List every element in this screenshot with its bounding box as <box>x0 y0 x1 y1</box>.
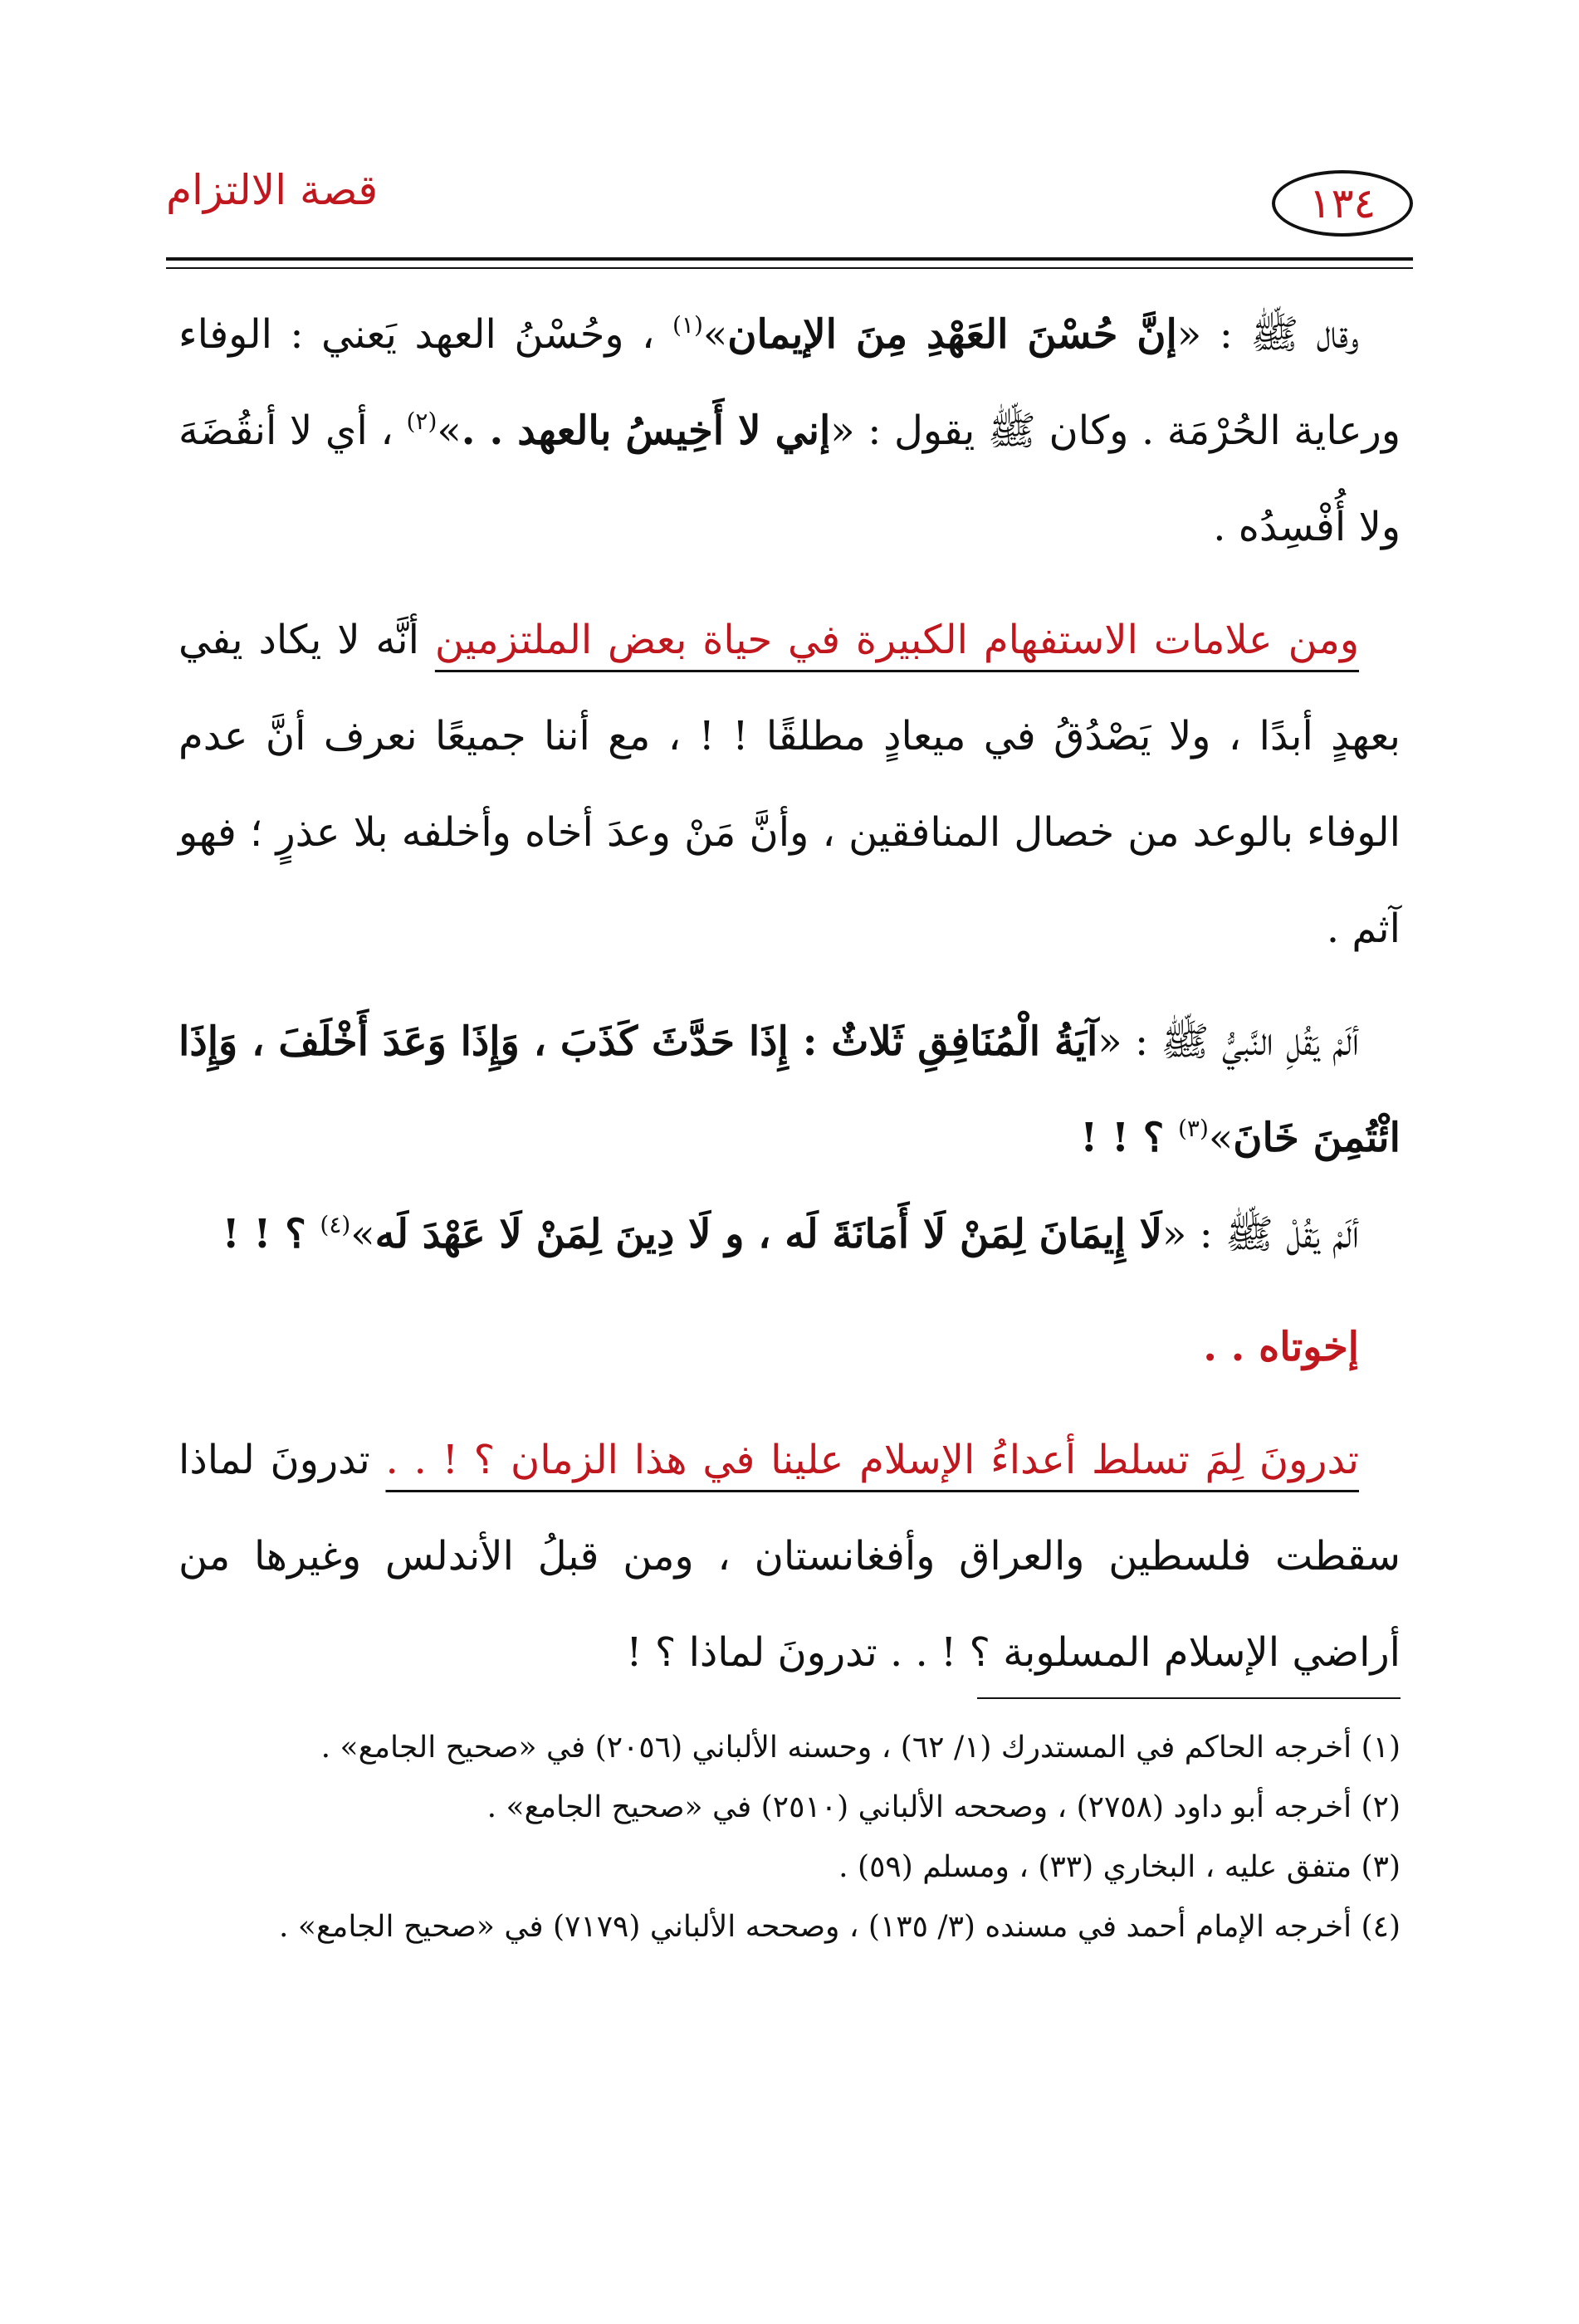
footnote-ref-1[interactable]: (١) <box>672 311 703 339</box>
hadith-quote-3: آيَةُ الْمُنَافِقِ ثَلاثٌ : إِذَا حَدَّثَ كَذَبَ ، وَإِذَا وَعَدَ أَخْلَفَ ، وَإِذَا ائْتُمِنَ خَانَ <box>178 1018 1401 1161</box>
footnote-ref-2[interactable]: (٢) <box>406 408 438 435</box>
footnote-1: (١) أخرجه الحاكم في المستدرك (١/ ٦٢) ، وحسنه الألباني (٢٠٥٦) في «صحيح الجامع» . <box>320 1731 1401 1765</box>
section-heading: إخوتاه . . <box>1203 1324 1359 1370</box>
p1-tail: ، أي لا أنقُضَهَ ولا أُفْسِدُه . <box>178 408 1401 550</box>
p1-middle: ، وحُسْنُ العهد يَعني : الوفاء ورعاية الحُرْمَة . وكان ﷺ يقول : « <box>178 311 1401 454</box>
hadith-quote-1: إنَّ حُسْنَ العَهْدِ مِنَ الإيمان <box>727 311 1177 358</box>
p2-rest: أنَّه لا يكاد يفي بعهدٍ أبدًا ، ولا يَصْدُقُ في ميعادٍ مطلقًا ! ! ، مع أننا جميعًا نعرف أنَّ عدم الوفاء بالوعد من خصال المنافقين ، وأنَّ مَنْ وعدَ أخاه وأخلفه بلا عذرٍ ؛ فهو آثم . <box>178 617 1401 952</box>
p4-tail: ؟ ! ! <box>222 1211 320 1257</box>
p5-rest: تدرونَ لماذا سقطت فلسطين والعراق وأفغانستان ، ومن قبلُ الأندلس وغيرها من أراضي الإسلام المسلوبة ؟ ! . . تدرونَ لماذا ؟ ! <box>178 1437 1401 1676</box>
hadith-quote-2: إني لا أَخِيسُ بالعهد . . <box>461 408 831 454</box>
footnote-4: (٤) أخرجه الإمام أحمد في مسنده (٣/ ١٣٥) ، وصححه الألباني (٧١٧٩) في «صحيح الجامع» . <box>278 1910 1401 1944</box>
p1-quote-close: » <box>702 311 728 358</box>
paragraph-5 <box>178 1412 1401 1701</box>
hadith-quote-4: لَا إِيمَانَ لِمَنْ لَا أَمَانَةَ لَه ، و لَا دِينَ لِمَنْ لَا عَهْدَ لَه <box>374 1211 1162 1257</box>
footnote-ref-3[interactable]: (٣) <box>1177 1115 1209 1142</box>
p4-lead: ألَمْ يَقُلْ ﷺ : « <box>1161 1211 1359 1257</box>
paragraph-1 <box>178 286 1401 575</box>
page-number: ١٣٤ <box>1272 170 1413 237</box>
main-text <box>178 286 1401 1701</box>
footnote-3: (٣) متفق عليه ، البخاري (٣٣) ، ومسلم (٥٩) . <box>838 1850 1401 1884</box>
p3-tail: ؟ ! ! <box>1080 1115 1178 1161</box>
page-header <box>166 162 1413 253</box>
paragraph-4 <box>178 1186 1401 1282</box>
paragraph-3 <box>178 994 1401 1186</box>
p4-quote-close: » <box>350 1211 375 1257</box>
highlighted-question-2: تدرونَ لِمَ تسلط أعداءُ الإسلام علينا في هذا الزمان ؟ ! . . <box>385 1437 1359 1483</box>
footnote-2: (٢) أخرجه أبو داود (٢٧٥٨) ، وصححه الألباني (٢٥١٠) في «صحيح الجامع» . <box>486 1790 1401 1824</box>
p1-quote2-close: » <box>437 408 462 454</box>
footnotes <box>178 1722 1401 1961</box>
footnote-rule <box>977 1697 1401 1699</box>
header-rule-thin <box>166 267 1413 269</box>
section-heading-para <box>178 1299 1401 1395</box>
p3-lead: ألَمْ يَقُلِ النَّبيُّ ﷺ : « <box>1097 1018 1359 1065</box>
highlighted-question: ومن علامات الاستفهام الكبيرة في حياة بعض الملتزمين <box>434 617 1360 663</box>
p1-lead: وقال ﷺ : « <box>1176 311 1360 358</box>
footnote-ref-4[interactable]: (٤) <box>320 1211 351 1238</box>
book-title: قصة الالتزام <box>166 166 379 214</box>
header-rule <box>166 257 1413 261</box>
paragraph-2 <box>178 592 1401 977</box>
p3-quote-close: » <box>1208 1115 1234 1161</box>
